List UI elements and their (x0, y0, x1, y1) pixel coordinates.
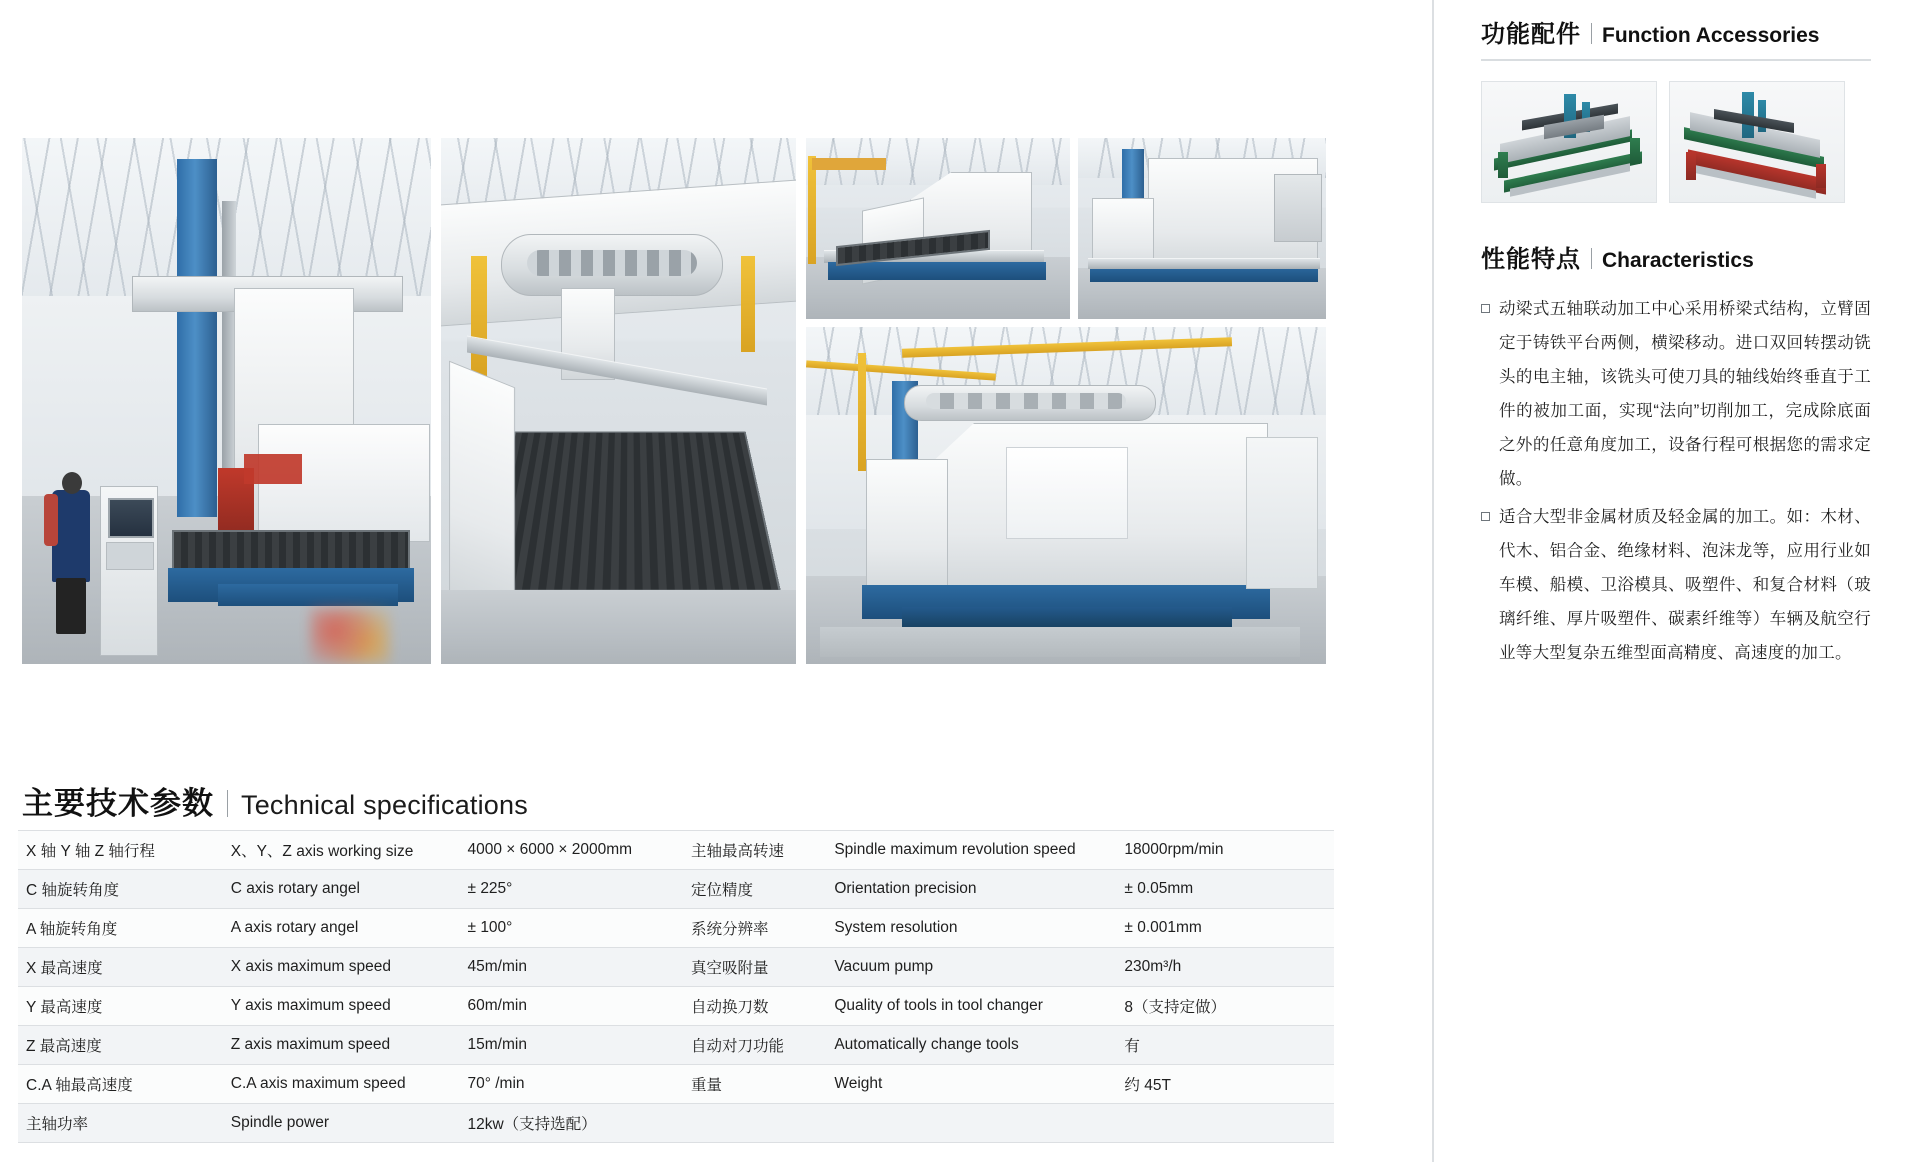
cell-en-right: Automatically change tools (834, 1036, 1019, 1053)
cell-cn-right: 自动对刀功能 (691, 1038, 785, 1055)
cell-value-left: 45m/min (467, 958, 527, 975)
cell-cn-left: Z 最高速度 (26, 1038, 102, 1055)
cell-en-right (826, 1104, 1116, 1143)
cell-cn-right: 自动换刀数 (691, 999, 769, 1016)
cell-en-left: X、Y、Z axis working size (230, 843, 414, 860)
accessories-title-en: Function Accessories (1602, 24, 1820, 47)
cell-value-right: 18000rpm/min (1124, 841, 1224, 858)
spec-title-en: Technical specifications (241, 790, 528, 820)
technical-specifications-heading (22, 778, 528, 823)
cell-cn-left: X 最高速度 (26, 960, 103, 977)
spec-title-cn: 主要技术参数 (22, 786, 214, 821)
cell-en-left: C.A axis maximum speed (230, 1075, 406, 1092)
cell-cn-left: Y 最高速度 (26, 999, 103, 1016)
cell-en-right: Vacuum pump (834, 958, 934, 975)
cell-en-right: Orientation precision (834, 880, 977, 897)
photo-right-stack (806, 138, 1326, 664)
cell-value-left: 70° /min (467, 1075, 525, 1092)
technical-specifications-table (18, 830, 1334, 1143)
cell-en-left: Y axis maximum speed (230, 997, 391, 1014)
cell-value-right: 约 45T (1124, 1077, 1171, 1094)
cell-value-left: 4000 × 6000 × 2000mm (467, 841, 633, 858)
cad-render-green (1481, 81, 1657, 203)
square-bullet-icon (1481, 512, 1490, 521)
cell-value-right (1116, 1104, 1334, 1143)
table-row (18, 948, 1334, 987)
cell-en-right: System resolution (834, 919, 958, 936)
cell-cn-right: 真空吸附量 (691, 960, 769, 977)
cell-cn-left: C.A 轴最高速度 (26, 1077, 133, 1094)
title-divider (1591, 248, 1592, 269)
title-divider (227, 790, 228, 817)
list-item-text: 适合大型非金属材质及轻金属的加工。如：木材、代木、铝合金、绝缘材料、泡沫龙等，应用行业如车模、船模、卫浴模具、吸塑件、和复合材料（玻璃纤维、厚片吸塑件、碳素纤维等）车辆及航空行业等大型复杂五维型面高精度、高速度的加工。 (1499, 508, 1871, 662)
cell-en-left: Spindle power (230, 1114, 329, 1131)
cell-en-right: Weight (834, 1075, 883, 1092)
photo-gallery (22, 138, 1337, 664)
cell-en-left: X axis maximum speed (230, 958, 391, 975)
characteristics-title-en: Characteristics (1602, 249, 1754, 272)
cell-value-left: ± 225° (467, 880, 513, 897)
cell-value-right: 8（支持定做） (1124, 999, 1227, 1016)
table-row (18, 909, 1334, 948)
table-row (18, 987, 1334, 1026)
cell-en-left: C axis rotary angel (230, 880, 360, 897)
cell-cn-right: 系统分辨率 (691, 921, 769, 938)
photo-full-machine-enclosure (806, 327, 1326, 664)
table-row (18, 831, 1334, 870)
characteristics-title-cn: 性能特点 (1481, 246, 1581, 273)
cell-en-right: Quality of tools in tool changer (834, 997, 1043, 1014)
cell-cn-right: 定位精度 (691, 882, 754, 899)
cell-value-right: 有 (1124, 1038, 1140, 1055)
characteristics-list (1481, 292, 1871, 670)
cell-value-right: ± 0.05mm (1124, 880, 1194, 897)
cell-en-left: Z axis maximum speed (230, 1036, 391, 1053)
list-item-text: 动梁式五轴联动加工中心采用桥梁式结构，立臂固定于铸铁平台两侧，横梁移动。进口双回转摆动铣头的电主轴，该铣头可使刀具的轴线始终垂直于工件的被加工面，实现“法向”切削加工，完成除底面之外的任意角度加工，设备行程可根据您的需求定做。 (1499, 300, 1871, 488)
photo-machine-frame-assembly (806, 138, 1070, 319)
table-row (18, 1104, 1334, 1143)
cell-cn-right: 重量 (691, 1077, 723, 1094)
cell-cn-right: 主轴最高转速 (691, 843, 785, 860)
accessory-render-row (1481, 81, 1871, 203)
square-bullet-icon (1481, 304, 1490, 313)
photo-gantry-machine-with-operator (22, 138, 431, 664)
cell-value-left: 15m/min (467, 1036, 527, 1053)
function-accessories-heading (1481, 14, 1871, 49)
accessories-title-cn: 功能配件 (1481, 21, 1581, 48)
cell-cn-left: A 轴旋转角度 (26, 921, 118, 938)
cell-cn-left: X 轴 Y 轴 Z 轴行程 (26, 843, 155, 860)
table-row (18, 1026, 1334, 1065)
cell-value-left: ± 100° (467, 919, 513, 936)
table-row (18, 1065, 1334, 1104)
cell-cn-left: C 轴旋转角度 (26, 882, 120, 899)
table-row (18, 870, 1334, 909)
cell-value-right: 230m³/h (1124, 958, 1182, 975)
photo-machine-enclosure-side (1078, 138, 1326, 319)
cad-render-red (1669, 81, 1845, 203)
photo-machine-bed-closeup (441, 138, 796, 664)
cell-cn-right (677, 1104, 826, 1143)
list-item (1481, 292, 1871, 496)
cell-value-left: 60m/min (467, 997, 527, 1014)
accessories-underline (1481, 59, 1871, 61)
list-item (1481, 500, 1871, 670)
sidebar (1432, 0, 1915, 1162)
characteristics-heading (1481, 239, 1871, 274)
title-divider (1591, 23, 1592, 44)
cell-cn-left: 主轴功率 (26, 1116, 89, 1133)
cell-value-right: ± 0.001mm (1124, 919, 1202, 936)
cell-en-right: Spindle maximum revolution speed (834, 841, 1076, 858)
cell-en-left: A axis rotary angel (230, 919, 359, 936)
cell-value-left: 12kw（支持选配） (467, 1116, 597, 1133)
